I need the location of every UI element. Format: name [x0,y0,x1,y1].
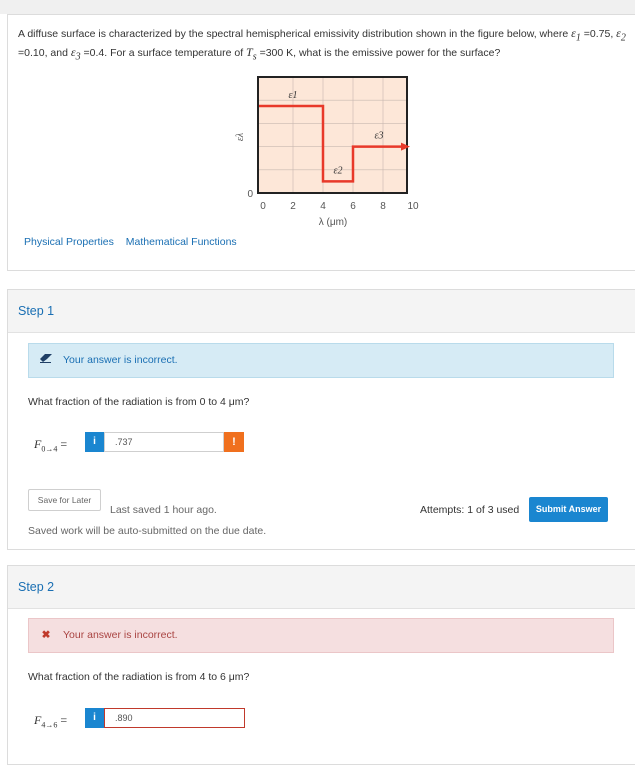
save-for-later-button[interactable]: Save for Later [28,489,101,511]
auto-submit-note: Saved work will be auto-submitted on the due date. [28,525,267,537]
step1-question: What fraction of the radiation is from 0 to 4 μm? [28,396,250,408]
step2-answer-input[interactable]: .890 [104,708,245,728]
problem-card [7,14,635,271]
x-tick-10: 10 [407,201,419,212]
eps3-symbol: $\varepsilon_3$ [70,45,81,63]
attempts-count: Attempts: 1 of 3 used [420,504,520,516]
submit-answer-button[interactable]: Submit Answer [529,497,608,522]
problem-links [24,236,246,248]
x-tick-8: 8 [380,201,386,212]
segment-label-1: ε1 [288,90,298,101]
x-axis-label: λ (μm) [318,217,348,228]
step1-warning-icon[interactable]: ! [224,432,244,452]
step2-alert: ✖ Your answer is incorrect. [28,618,614,653]
step1-card [7,289,635,550]
emissivity-chart [233,75,433,245]
last-saved-text: Last saved 1 hour ago. [110,504,217,516]
step2-info-button[interactable]: i [85,708,104,728]
eps1-symbol: $\varepsilon_1$ [571,26,581,44]
problem-statement: A diffuse surface is characterized by the spectral hemispherical emissivity distribution shown in the figure below, where $\varepsilon_1 =0.75$, $\varepsilon_2 =0.10$, and $\varepsilon_3 =0.4$. For a surface temperature of $T_s =300$ K, what is the emissive power for the surface? [18,26,626,63]
physical-properties-link[interactable]: Physical Properties [24,236,114,248]
top-strip [0,0,635,14]
x-tick-6: 6 [350,201,356,212]
y-axis-label: ελ [235,132,246,142]
step2-title[interactable]: Step 2 [8,566,635,609]
x-icon: ✖ [41,629,51,641]
x-tick-4: 4 [320,201,326,212]
mathematical-functions-link[interactable]: Mathematical Functions [125,236,237,248]
x-tick-0: 0 [260,201,266,212]
step1-info-button[interactable]: i [85,432,104,452]
segment-label-2: ε2 [333,165,343,177]
eraser-icon [39,344,53,377]
segment-label-3: ε3 [374,130,384,142]
temp-symbol: $T_s$ [246,45,257,63]
step1-title[interactable]: Step 1 [8,290,635,333]
step1-alert: Your answer is incorrect. [28,343,614,378]
plot-area [258,77,407,193]
step1-variable: $F_{0\to 4}$ = [34,437,68,454]
eps2-symbol: $\varepsilon_2$ [616,26,626,44]
x-tick-2: 2 [290,201,296,212]
step1-answer-input[interactable]: .737 [104,432,224,452]
step2-question: What fraction of the radiation is from 4 to 6 μm? [28,671,250,683]
step2-card [7,565,635,765]
step2-variable: $F_{4\to 6}$ = [34,713,68,730]
y-tick-0: 0 [247,189,253,200]
